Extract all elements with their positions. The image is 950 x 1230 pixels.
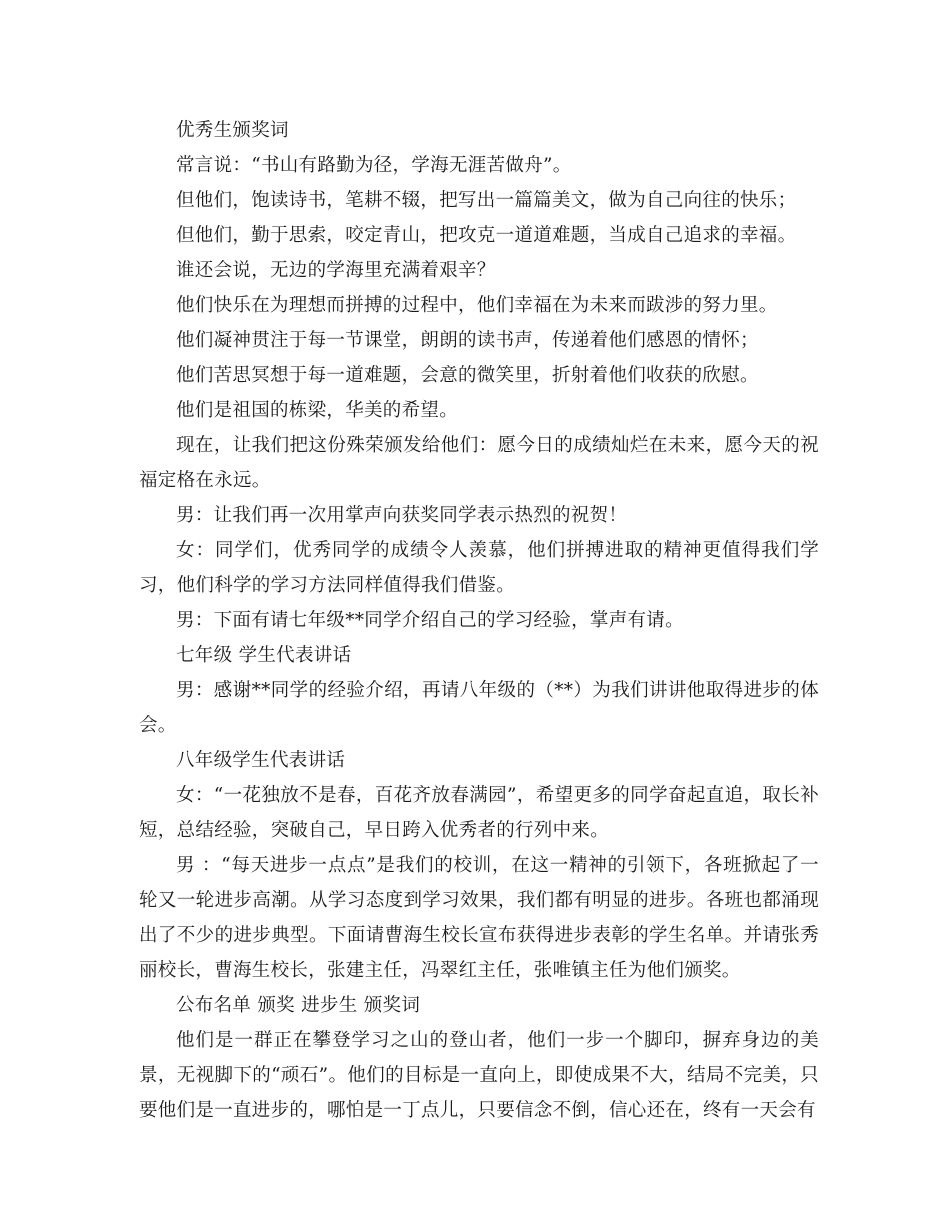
paragraph: 现在，让我们把这份殊荣颁发给他们：愿今日的成绩灿烂在未来，愿今天的祝福定格在永远。 (139, 435, 819, 491)
paragraph: 男 ：“每天进步一点点”是我们的校训，在这一精神的引领下，各班掀起了一轮又一轮进步高潮。从学习态度到学习效果，我们都有明显的进步。各班也都涌现出了不少的进步典型。下面请曹海生校长宣布获得进步表彰的学生名单。并请张秀丽校长，曹海生校长，张建主任，冯翠红主任，张唯镇主任为他们颁奖。 (139, 855, 819, 981)
paragraph: 谁还会说，无边的学海里充满着艰辛？ (176, 260, 496, 281)
paragraph: 女：同学们，优秀同学的成绩令人羡慕，他们拼搏进取的精神更值得我们学习，他们科学的学习方法同样值得我们借鉴。 (139, 540, 819, 596)
section-heading: 公布名单 颁奖 进步生 颁奖词 (176, 995, 421, 1016)
section-heading: 八年级学生代表讲话 (176, 750, 346, 771)
section-heading: 优秀生颁奖词 (176, 120, 289, 141)
section-heading: 七年级 学生代表讲话 (176, 645, 352, 666)
paragraph: 他们快乐在为理想而拼搏的过程中，他们幸福在为未来而跋涉的努力里。 (176, 295, 778, 316)
paragraph: 男：下面有请七年级**同学介绍自己的学习经验，掌声有请。 (176, 610, 684, 631)
paragraph: 但他们，勤于思索，咬定青山，把攻克一道道难题，当成自己追求的幸福。 (176, 225, 797, 246)
paragraph: 他们是一群正在攀登学习之山的登山者，他们一步一个脚印，摒弃身边的美景，无视脚下的“顽石”。他们的目标是一直向上，即使成果不大，结局不完美，只要他们是一直进步的，哪怕是一丁点儿，只要信念不倒，信心还在，终有一天会有 (139, 1030, 819, 1121)
paragraph: 男：让我们再一次用掌声向获奖同学表示热烈的祝贺！ (176, 505, 628, 526)
paragraph: 他们苦思冥想于每一道难题，会意的微笑里，折射着他们收获的欣慰。 (176, 365, 759, 386)
paragraph: 他们是祖国的栋梁，华美的希望。 (176, 400, 459, 421)
paragraph: 但他们，饱读诗书，笔耕不辍，把写出一篇篇美文，做为自己向往的快乐； (176, 190, 797, 211)
paragraph: 女：“一花独放不是春，百花齐放春满园”，希望更多的同学奋起直追，取长补短，总结经验，突破自己，早日跨入优秀者的行列中来。 (139, 785, 819, 841)
document-body (139, 113, 819, 1128)
paragraph: 常言说：“书山有路勤为径，学海无涯苦做舟”。 (176, 155, 572, 176)
paragraph: 他们凝神贯注于每一节课堂，朗朗的读书声，传递着他们感恩的情怀； (176, 330, 759, 351)
paragraph: 男：感谢**同学的经验介绍，再请八年级的（**）为我们讲讲他取得进步的体会。 (139, 680, 819, 736)
